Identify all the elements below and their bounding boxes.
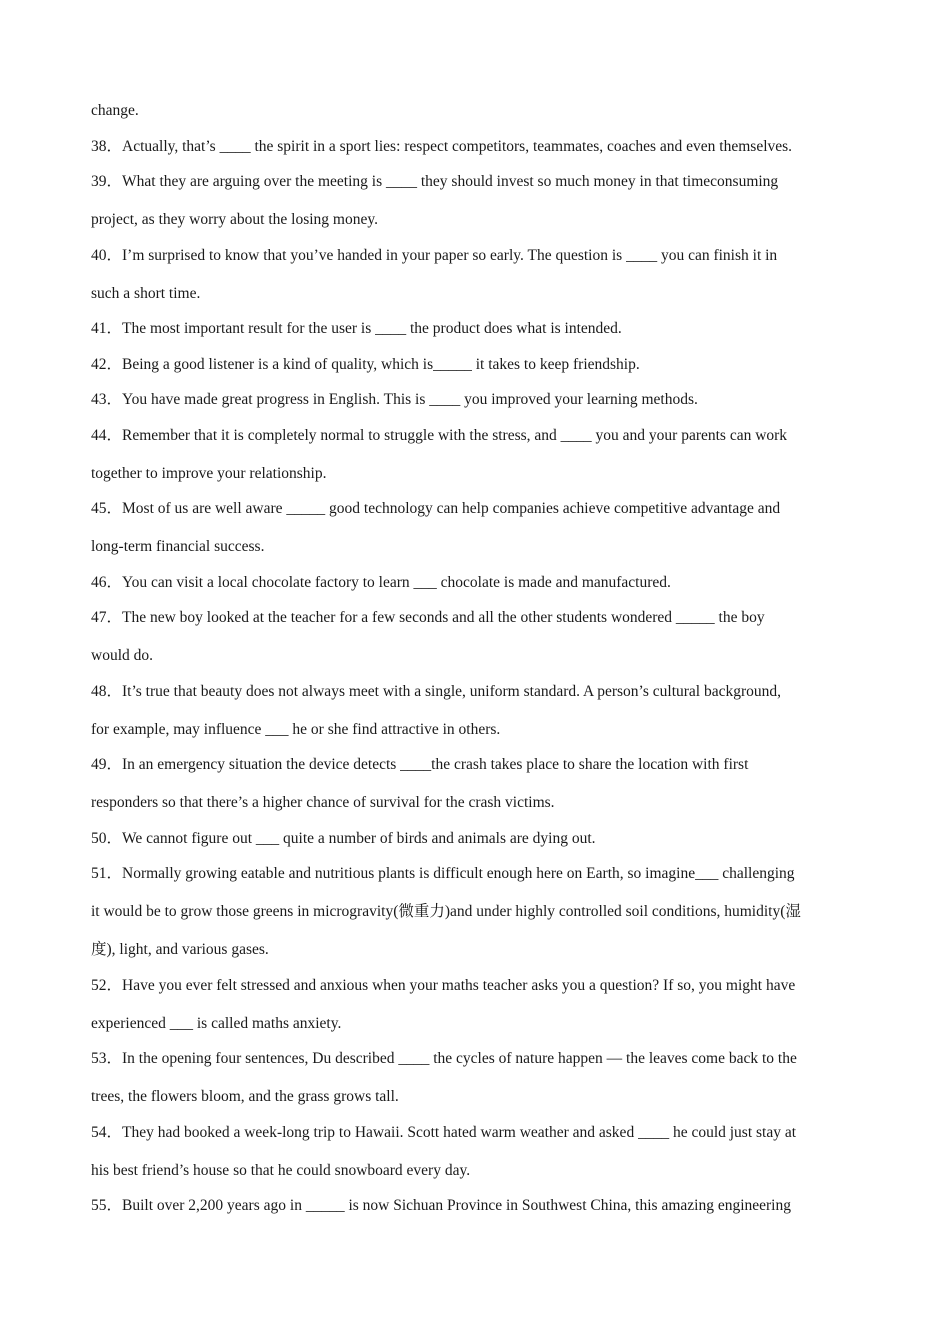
question-list: [91, 98, 861, 1219]
question-48: 48．It’s true that beauty does not always meet with a single, uniform standard. A person’s cultural background,: [91, 682, 782, 700]
text-line: would do.: [91, 647, 153, 664]
text-line: it would be to grow those greens in microgravity(微重力)and under highly controlled soil conditions, humidity(湿: [91, 903, 801, 920]
question-46: 46．You can visit a local chocolate factory to learn ___ chocolate is made and manufactured.: [91, 573, 671, 591]
text-line: experienced ___ is called maths anxiety.: [91, 1014, 342, 1032]
question-38: 38．Actually, that’s ____ the spirit in a sport lies: respect competitors, teammates, coaches and even themselves.: [91, 137, 793, 155]
question-55: 55．Built over 2,200 years ago in _____ is now Sichuan Province in Southwest China, this amazing engineering: [91, 1197, 791, 1214]
question-40: 40．I’m surprised to know that you’ve handed in your paper so early. The question is ____ you can finish it in: [91, 246, 778, 264]
text-line: project, as they worry about the losing money.: [91, 211, 378, 228]
question-41: 41．The most important result for the user is ____ the product does what is intended.: [91, 320, 622, 337]
text-line: responders so that there’s a higher chance of survival for the crash victims.: [91, 794, 555, 811]
question-43: 43．You have made great progress in English. This is ____ you improved your learning methods.: [91, 391, 698, 408]
question-52: 52．Have you ever felt stressed and anxious when your maths teacher asks you a question? If so, you might have: [91, 976, 796, 994]
question-42: 42．Being a good listener is a kind of quality, which is_____ it takes to keep friendship.: [91, 355, 640, 373]
question-50: 50．We cannot figure out ___ quite a number of birds and animals are dying out.: [91, 829, 596, 847]
question-47: 47．The new boy looked at the teacher for a few seconds and all the other students wondered _____ the boy: [91, 609, 765, 626]
text-line: for example, may influence ___ he or she find attractive in others.: [91, 720, 501, 738]
text-line: trees, the flowers bloom, and the grass grows tall.: [91, 1088, 399, 1105]
question-45: 45．Most of us are well aware _____ good technology can help companies achieve competitive advantage and: [91, 500, 781, 517]
text-line: his best friend’s house so that he could snowboard every day.: [91, 1161, 471, 1179]
question-44: 44．Remember that it is completely normal to struggle with the stress, and ____ you and your parents can work: [91, 426, 788, 444]
question-49: 49．In an emergency situation the device detects ____the crash takes place to share the location with first: [91, 756, 749, 773]
question-51: 51．Normally growing eatable and nutritious plants is difficult enough here on Earth, so imagine___ challenging: [91, 865, 795, 882]
question-39: 39．What they are arguing over the meeting is ____ they should invest so much money in that timeconsuming: [91, 173, 779, 190]
text-line: change.: [91, 102, 139, 119]
text-line: long-term financial success.: [91, 538, 265, 555]
text-line: such a short time.: [91, 284, 201, 302]
text-line: 度), light, and various gases.: [91, 941, 269, 958]
question-53: 53．In the opening four sentences, Du described ____ the cycles of nature happen — the leaves come back to the: [91, 1050, 797, 1067]
question-54: 54．They had booked a week-long trip to Hawaii. Scott hated warm weather and asked ____ he could just stay at: [91, 1123, 797, 1141]
text-line: together to improve your relationship.: [91, 464, 327, 482]
